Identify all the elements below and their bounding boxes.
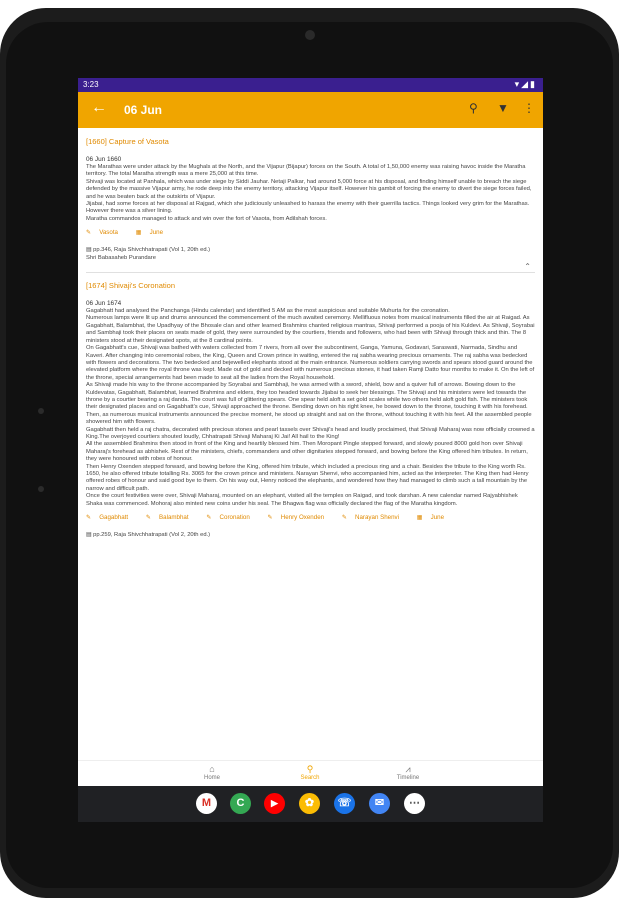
tag-icon: ✎ — [86, 229, 92, 237]
calendar-icon: ▦ — [135, 229, 142, 237]
tag-label: Henry Oxenden — [280, 514, 325, 522]
messages-icon[interactable]: ✉ — [369, 793, 390, 814]
event-date: 06 Jun 1674 — [86, 300, 122, 308]
photos-icon[interactable]: ✿ — [299, 793, 320, 814]
tag-chip[interactable] — [136, 229, 171, 236]
tag-chip[interactable] — [86, 514, 136, 521]
tag-icon: ✎ — [86, 514, 92, 522]
tag-label: Narayan Shenvi — [355, 514, 400, 522]
front-camera — [305, 30, 315, 40]
app-drawer-icon[interactable]: ⋯ — [404, 793, 425, 814]
book-icon: ▤ — [86, 532, 92, 539]
tag-chip[interactable] — [268, 514, 333, 521]
screen — [78, 78, 543, 822]
tag-label: June — [149, 229, 164, 237]
bezel-sensor — [38, 486, 44, 492]
event-description — [86, 308, 535, 508]
tag-label: Balambhat — [159, 514, 189, 522]
reference — [86, 532, 535, 539]
paragraph: Then Henry Oxenden stepped forward, and bowing before the King, offered him tribute, which included a precious ring and a chair. Besides the tribute to the King worth Rs. 1650, he also offered tribute totalling Rs. 3065 for the crown prince and ministers. Narayan Shenvi, who accompanied him, acted as the interpreter. The King then had Henry offered robes of honour and said good bye to them. On his way out, Henry noticed the elephants, and wondered how they had managed to climb such a tall mountain by the narrow and difficult path. — [86, 463, 529, 492]
nav-label: Timeline — [396, 775, 420, 781]
tag-chip[interactable] — [206, 514, 257, 521]
chrome-icon[interactable]: C — [230, 793, 251, 814]
event-list — [78, 128, 543, 760]
back-arrow-icon[interactable]: ← — [91, 99, 107, 116]
paragraph: As Shivaji made his way to the throne accompanied by Soyrabai and Sambhaji, he was armed with a sword, shield, bow and a quiver full of arrows. Bowing down to the Kuldevatas, Gagabhatt, Balambhat, learned Brahmins and elders, they too headed towards Jijabai to seek her blessings. The Shivaji and his ministers were led towards the throne by a courtier bearing a raj danda. The court was full of glittering spears. One spear held aloft a set gold scales while two others held aloft gold fish. The ministers took their designated places and on Gagabhatt's cue, Shivaji approached the throne. Bending down on his right knee, he bowed down to the throne, touching it with his forehead. Then, as numerous musical instruments announced the precise moment, he stood up straight and sat on the throne, without touching it with his feet. All the assembled people showered him with flowers. — [86, 382, 532, 426]
youtube-icon[interactable]: ▶ — [264, 793, 285, 814]
paragraph: On Gagabhatt's cue, Shivaji was bathed with waters collected from 7 rivers, from all over the subcontinent, Ganga, Yamuna, Godavari, Saraswati, Narmada, Sindhu and Kaveri. After changing into ceremonial robes, the King, Queen and Crown prince in waiting, entered the raj sabha wearing precious ornaments. The raj sabha was bedecked with flowers and decorations. The two bedecked and bejewelled elephants stood at the main entrance. Numerous soldiers carrying swords and spears stood guard around the elevated platform where the royal throne was kept. Made out of gold and decked with numerous precious stones, it had taken Ramji Datto four months to make it. On the left of the throne, special arrangements had been made to seat all the ladies from the Royal household. — [86, 345, 535, 381]
gmail-icon[interactable]: M — [196, 793, 217, 814]
tag-chip[interactable] — [146, 514, 197, 521]
reference-author: Shri Babasaheb Purandare — [86, 254, 156, 261]
paragraph: All the assembled Brahmins then stood in front of the King and heartily blessed him. Then Moropant Pingle stepped forward, and slowly poured 8000 gold hon over Shivaji Maharaj's forehead as abhishek. Rest of the ministers, chiefs, commanders and other dignitaries stepped forward, and bowing before the King offered him tributes. In return, they were honoured with robes of honour. — [86, 441, 528, 463]
nav-label: Search — [300, 775, 320, 781]
app-bar — [78, 92, 543, 128]
paragraph: The Marathas were under attack by the Mughals at the North, and the Vijapur (Bijapur) forces on the South. A total of 1,50,000 enemy was raising havoc inside the Maratha territory. The total Maratha strength was a mere 25,000 at this time. — [86, 164, 526, 178]
tag-chip[interactable] — [417, 514, 452, 521]
tag-label: Vasota — [99, 229, 118, 237]
tag-label: Gagabhatt — [99, 514, 129, 522]
page-title: 06 Jun — [124, 103, 163, 117]
tag-icon: ✎ — [267, 514, 273, 522]
timeline-icon: ⩘ — [405, 764, 411, 774]
divider — [86, 262, 535, 273]
tag-chip[interactable] — [342, 514, 407, 521]
tag-icon: ✎ — [206, 514, 212, 522]
home-icon: ⌂ — [209, 764, 215, 774]
status-icons: ▾◢▮ — [514, 79, 537, 89]
event-description — [86, 164, 535, 223]
reference-text: pp.259, Raja Shivchhatrapati (Vol 2, 20th ed.) — [93, 532, 211, 539]
tag-label: Coronation — [219, 514, 250, 522]
nav-search[interactable] — [280, 764, 340, 781]
search-icon[interactable]: ⚲ — [469, 101, 478, 115]
tag-label: June — [430, 514, 445, 522]
event-title[interactable]: [1674] Shivaji's Coronation — [86, 281, 175, 291]
calendar-icon: ▦ — [416, 514, 423, 522]
phone-icon[interactable]: ☏ — [334, 793, 355, 814]
reference-text: pp.346, Raja Shivchhatrapati (Vol 1, 20th ed.) — [93, 247, 211, 254]
paragraph: Numerous lamps were lit up and drums announced the commencement of the much awaited ceremony. Mellifluous notes from musical instruments filled the air at Raigad. As Gagabhatt, Balambhat, the Upadhyay of the Bhosale clan and other learned Brahmins chanted religious mantras, Shivaji performed a pooja of his Kuldevi. As Shivaji, Soyrabai and Sambhaji took their places on seats made of gold, they were surrounded by the courtiers, friends and followers, who had been with Shivaji through thick and thin. The 8 ministers stood at their designated spots, at the 8 cardinal points. — [86, 315, 535, 344]
status-time: 3:23 — [83, 80, 99, 89]
event-card — [78, 273, 543, 539]
paragraph: Gagabhatt had analysed the Panchanga (Hindu calendar) and identified 5 AM as the most auspicious and suitable Muhurta for the coronation. — [86, 308, 450, 315]
filter-icon[interactable]: ▼ — [497, 101, 509, 115]
search-icon: ⚲ — [306, 764, 314, 774]
tag-list — [86, 229, 535, 236]
app-dock — [78, 786, 543, 822]
more-vert-icon[interactable]: ⋮ — [523, 101, 535, 115]
paragraph: Maratha commandos managed to attack and win over the fort of Vasota, from Adilshah forces. — [86, 215, 327, 222]
paragraph: Once the court festivities were over, Shivaji Maharaj, mounted on an elephant, visited all the temples on Raigad, and took darshan. A new calendar named Rajyabhishek Shaka was commenced. Mohoraj also minted new coins under his seal. The Bhagwa flag was officially declared the flag of the Maratha kingdom. — [86, 493, 518, 507]
event-title[interactable]: [1660] Capture of Vasota — [86, 137, 169, 146]
nav-home[interactable] — [182, 764, 242, 781]
tag-icon: ✎ — [145, 514, 152, 522]
event-card — [78, 128, 543, 273]
nav-label: Home — [203, 775, 220, 781]
book-icon: ▤ — [86, 247, 92, 254]
bezel-sensor — [38, 408, 44, 414]
collapse-chevron-icon[interactable]: ⌃ — [524, 262, 531, 272]
bottom-navigation — [78, 760, 543, 787]
tag-icon: ✎ — [341, 514, 347, 522]
nav-timeline[interactable] — [378, 764, 438, 781]
tag-chip[interactable] — [86, 229, 126, 236]
paragraph: Gagabhatt then held a raj chatra, decorated with precious stones and pearl tassels over Shivaji's head and loudly proclaimed, that Shivaji Maharaj was now officially crowned a King.The overjoyed courtiers shouted loudly, Chhatrapati Shivaji Maharaj Ki Jai! All hail to the King! — [86, 426, 535, 440]
event-date: 06 Jun 1660 — [86, 156, 122, 163]
reference — [86, 247, 535, 262]
status-bar — [78, 78, 543, 92]
paragraph: Jijabai, had some forces at her disposal at Rajgad, which she judiciously unleashed to harass the enemy with their guerrilla tactics. Things looked very grim for the Marathas. However there was a silver lining. — [86, 201, 530, 215]
tag-list — [86, 514, 535, 521]
paragraph: Shivaji was located at Panhala, which was under siege by Siddi Jauhar. Netaji Palkar, had around 5,000 force at his disposal, and finding himself unable to breach the siege defended by the massive Vijapur army, he rode deep into the enemy territory, attacking Vijapur itself. However his gambit of forcing the enemy to divert the siege forces failed, and he was beaten back at the outskirts of Vijapur. — [86, 178, 532, 200]
